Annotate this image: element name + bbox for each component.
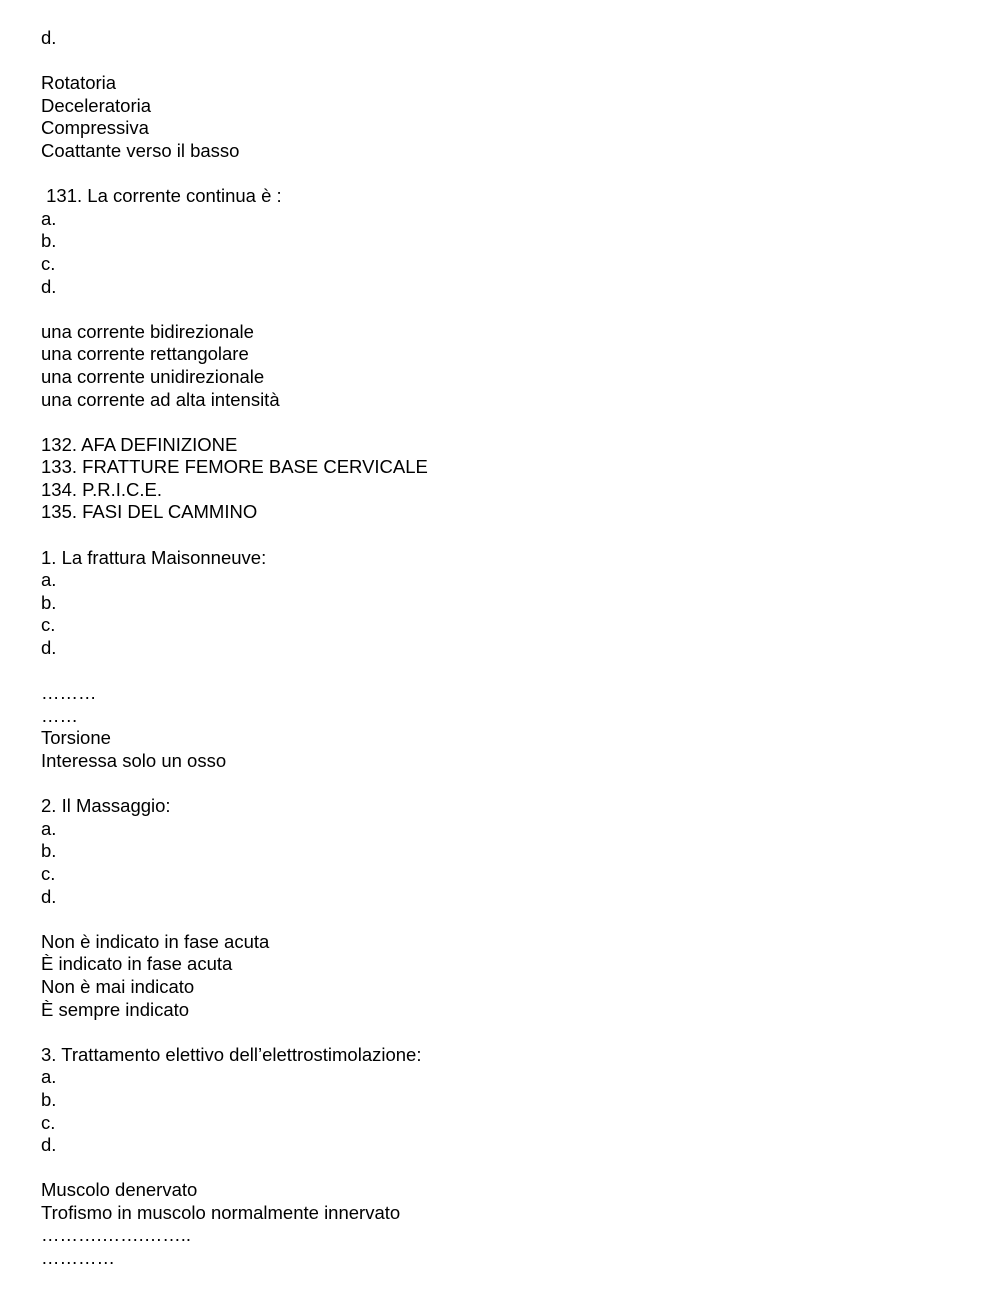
option-letter: c. xyxy=(41,614,56,636)
answer-text: ………… xyxy=(41,1247,115,1269)
question-text: 131. La corrente continua è : xyxy=(41,185,282,207)
option-letter: b. xyxy=(41,591,57,613)
answer-text: ……… xyxy=(41,682,97,704)
spacer xyxy=(41,908,980,931)
spacer xyxy=(41,1021,980,1044)
document-page xyxy=(41,27,980,1270)
answer-text: Compressiva xyxy=(41,117,149,139)
option-letter: d. xyxy=(41,1134,57,1156)
option-letters xyxy=(41,27,980,50)
spacer xyxy=(41,163,980,186)
question-text: 1. La frattura Maisonneuve: xyxy=(41,546,267,568)
spacer xyxy=(41,1157,980,1180)
spacer xyxy=(41,773,980,796)
spacer xyxy=(41,660,980,683)
answer-text: Interessa solo un osso xyxy=(41,750,227,771)
answer-text: Torsione xyxy=(41,727,111,749)
answer-list xyxy=(41,1179,980,1269)
option-letters xyxy=(41,569,980,659)
topic-list xyxy=(41,434,980,524)
answer-text: Rotatoria xyxy=(41,72,117,94)
answer-text: Coattante verso il basso xyxy=(41,139,240,161)
topic-heading: 132. AFA DEFINIZIONE xyxy=(41,433,238,455)
spacer xyxy=(41,298,980,321)
answer-text: Trofismo in muscolo normalmente innervato xyxy=(41,1201,401,1223)
question-text: 3. Trattamento elettivo dell’elettrostimolazione: xyxy=(41,1043,422,1065)
option-letter: a. xyxy=(41,1066,57,1088)
option-letter: a. xyxy=(41,569,57,591)
spacer xyxy=(41,50,980,73)
option-letter: b. xyxy=(41,1088,57,1110)
option-letters xyxy=(41,1066,980,1156)
option-letter: b. xyxy=(41,840,57,862)
option-letters xyxy=(41,818,980,908)
answer-text: È indicato in fase acuta xyxy=(41,953,233,975)
option-letter: c. xyxy=(41,1111,56,1133)
option-letter: d. xyxy=(41,885,57,907)
answer-list xyxy=(41,931,980,1021)
topic-heading: 133. FRATTURE FEMORE BASE CERVICALE xyxy=(41,456,428,478)
question-text: 2. Il Massaggio: xyxy=(41,795,171,817)
option-letter: b. xyxy=(41,230,57,252)
answer-text: Deceleratoria xyxy=(41,94,152,116)
answer-text: una corrente unidirezionale xyxy=(41,365,265,387)
answer-text: una corrente bidirezionale xyxy=(41,320,254,342)
spacer xyxy=(41,411,980,434)
answer-text: È sempre indicato xyxy=(41,998,190,1020)
answer-text: una corrente ad alta intensità xyxy=(41,388,280,410)
option-letter: d. xyxy=(41,637,57,659)
answer-text: una corrente rettangolare xyxy=(41,343,249,365)
answer-text: Muscolo denervato xyxy=(41,1179,198,1201)
spacer xyxy=(41,524,980,547)
answer-list xyxy=(41,682,980,772)
topic-heading: 135. FASI DEL CAMMINO xyxy=(41,501,258,523)
option-letter: a. xyxy=(41,817,57,839)
answer-text: Non è indicato in fase acuta xyxy=(41,930,270,952)
option-letter: c. xyxy=(41,252,56,274)
option-letters xyxy=(41,208,980,298)
answer-text: …… xyxy=(41,704,78,726)
option-letter: d. xyxy=(41,275,57,297)
answer-list xyxy=(41,321,980,411)
option-letter: a. xyxy=(41,207,57,229)
topic-heading: 134. P.R.I.C.E. xyxy=(41,478,162,500)
answer-text: ……….…….…….. xyxy=(41,1224,192,1246)
answer-text: Non è mai indicato xyxy=(41,975,195,997)
option-letter: d. xyxy=(41,27,57,48)
option-letter: c. xyxy=(41,862,56,884)
answer-list xyxy=(41,72,980,162)
